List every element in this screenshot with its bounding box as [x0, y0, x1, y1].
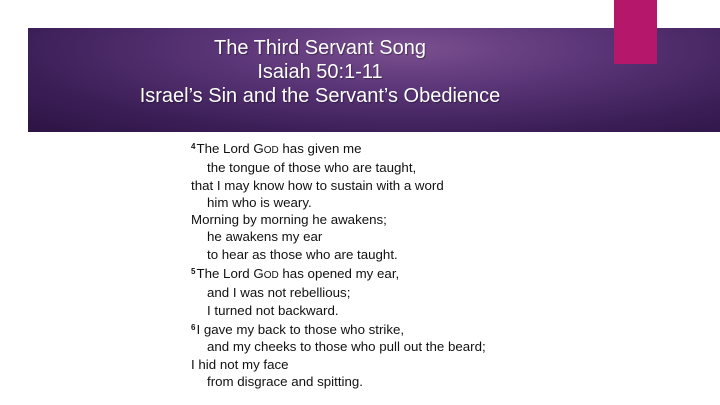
text-segment: The Lord G	[196, 141, 264, 156]
title-line-1: The Third Servant Song	[214, 37, 426, 59]
verse-5-line-3: I turned not backward.	[207, 302, 339, 318]
scripture-text	[191, 138, 591, 390]
verse-4-line-4: him who is weary.	[207, 194, 312, 210]
verse-6-line-3: I hid not my face	[191, 356, 289, 372]
text-segment: has given me	[278, 141, 362, 156]
accent-tab	[614, 0, 657, 64]
verse-5-line-2: and I was not rebellious;	[207, 285, 351, 301]
verse-6-line-1	[191, 319, 591, 338]
verse-4-line-6: he awakens my ear	[207, 229, 323, 245]
slide-title	[40, 36, 600, 108]
text-segment: The Lord G	[196, 266, 264, 282]
verse-5-line-1	[191, 263, 591, 284]
title-line-3: Israel’s Sin and the Servant’s Obedience	[139, 85, 501, 107]
small-caps-segment: OD	[263, 145, 279, 156]
verse-4-line-2: the tongue of those who are taught,	[207, 160, 417, 176]
title-line-2: Isaiah 50:1-11	[257, 61, 383, 83]
verse-6-line-2: and my cheeks to those who pull out the beard;	[207, 339, 486, 355]
verse-6-line-4: from disgrace and spitting.	[207, 373, 363, 389]
small-caps-segment: OD	[263, 270, 279, 282]
verse-number: 4	[191, 142, 196, 151]
verse-number: 5	[191, 267, 196, 277]
verse-4-line-3: that I may know how to sustain with a word	[191, 177, 444, 193]
verse-4-line-5: Morning by morning he awakens;	[191, 212, 387, 228]
text-segment: I gave my back to those who strike,	[196, 321, 405, 337]
verse-4-line-1	[191, 138, 591, 159]
text-segment: has opened my ear,	[278, 266, 400, 282]
verse-4-line-7: to hear as those who are taught.	[207, 246, 398, 262]
verse-number: 6	[191, 322, 196, 332]
